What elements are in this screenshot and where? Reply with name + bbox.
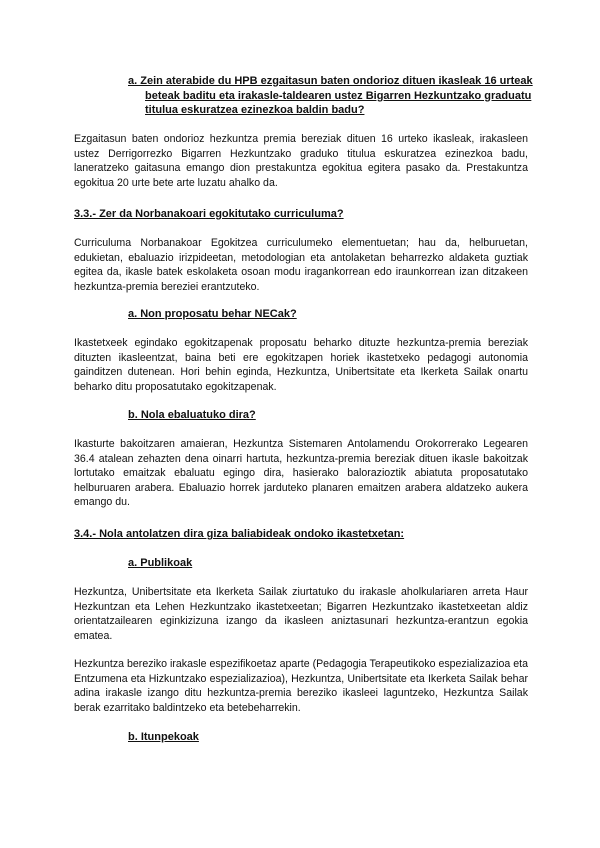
question-a-heading-continued: beteak baditu eta irakasle-taldearen ustez Bigarren Hezkuntzako graduatu titulua eskuratzea ezinezkoa baldin badu? [145, 89, 532, 116]
paragraph-necak-proposal: Ikastetxeek egindako egokitzapenak proposatu beharko dituzte hezkuntza-premia bereziak dituzten ikasleentzat, baina beti ere egokitzapen horiek ikastetxeko pedagogi autonomia gainditzen dutenean. Hori behin eginda, Hezkuntza, Unibertsitate eta Ikerketa Sailak onartu beharko ditu proposatutako egokitzapenak. [74, 337, 528, 393]
paragraph-evaluation: Ikasturte bakoitzaren amaieran, Hezkuntza Sistemaren Antolamendu Orokorrerako Legearen 36.4 atalean zehazten dena oinarri hartuta, hezkuntza-premia bereziak dituen ikasle bakoitzak lortutako emaitzak ebaluatu egingo dira, hasierako balorazioztik abiatuta proposatutako helburuaren arabera. Ebaluazio horrek jarduteko planaren emaitzen arabera aldatzeko aukera emango du. [74, 438, 528, 509]
section-3-3-heading: 3.3.- Zer da Norbanakoari egokitutako curriculuma? [74, 208, 344, 220]
subheading-concerted-schools: b. Itunpekoak [128, 731, 199, 743]
paragraph-public-schools: Hezkuntza, Unibertsitate eta Ikerketa Sailak ziurtatuko du irakasle aholkulariaren arreta Haur Hezkuntzan eta Lehen Hezkuntzako ikastetxeetan; Bigarren Hezkuntzako ikastetxeetan aldiz orientatzailearen eginkizizuna izango da ikasleen aniztasunari hezkuntza-erantzun egokia ematea. [74, 586, 528, 642]
paragraph-specialist-teachers: Hezkuntza bereziko irakasle espezifikoetaz aparte (Pedagogia Terapeutikoko espezializazioa eta Entzumena eta Hizkuntzako espezializazioa), Hezkuntza, Unibertsitate eta Ikerketa Sailak behar adina irakasle izango ditu hezkuntza-premia bereziko ikasleei laguntzeko, Hezkuntza Sailak berak ezarritako baldintzeko eta betebeharrekin. [74, 658, 528, 714]
subheading-necak-proposal: a. Non proposatu behar NECak? [128, 308, 297, 320]
question-a-heading-line1: a. Zein aterabide du HPB ezgaitasun baten ondorioz dituen ikasleak 16 urteak [128, 75, 533, 87]
paragraph-curriculum-definition: Curriculuma Norbanakoar Egokitzea curriculumeko elementuetan; hau da, helburuetan, edukietan, ebaluazio irizpideetan, metodologian eta antolaketan beharrezko aldaketa guztiak egitea da, ikasle batek eskolaketa osoan modu iragankorrean edo iraunkorrean izan ditzakeen hezkuntza-premia bereziei erantzuteko. [74, 237, 528, 293]
section-3-4-heading: 3.4.- Nola antolatzen dira giza baliabideak ondoko ikastetxetan: [74, 528, 405, 540]
subheading-evaluation: b. Nola ebaluatuko dira? [128, 409, 256, 421]
subheading-public-schools: a. Publikoak [128, 557, 193, 569]
paragraph-hpb-answer: Ezgaitasun baten ondorioz hezkuntza premia bereziak dituen 16 urteko ikasleak, irakasleen ustez Derrigorrezko Bigarren Hezkuntzako graduko titulua eskuratzea ezinezkoa badu, laneratzeko gaitasuna emango dion prestakuntza egokitua egitera pasako da. Prestakuntza egokitua 20 urte bete arte luzatu ahalko da. [74, 133, 528, 189]
